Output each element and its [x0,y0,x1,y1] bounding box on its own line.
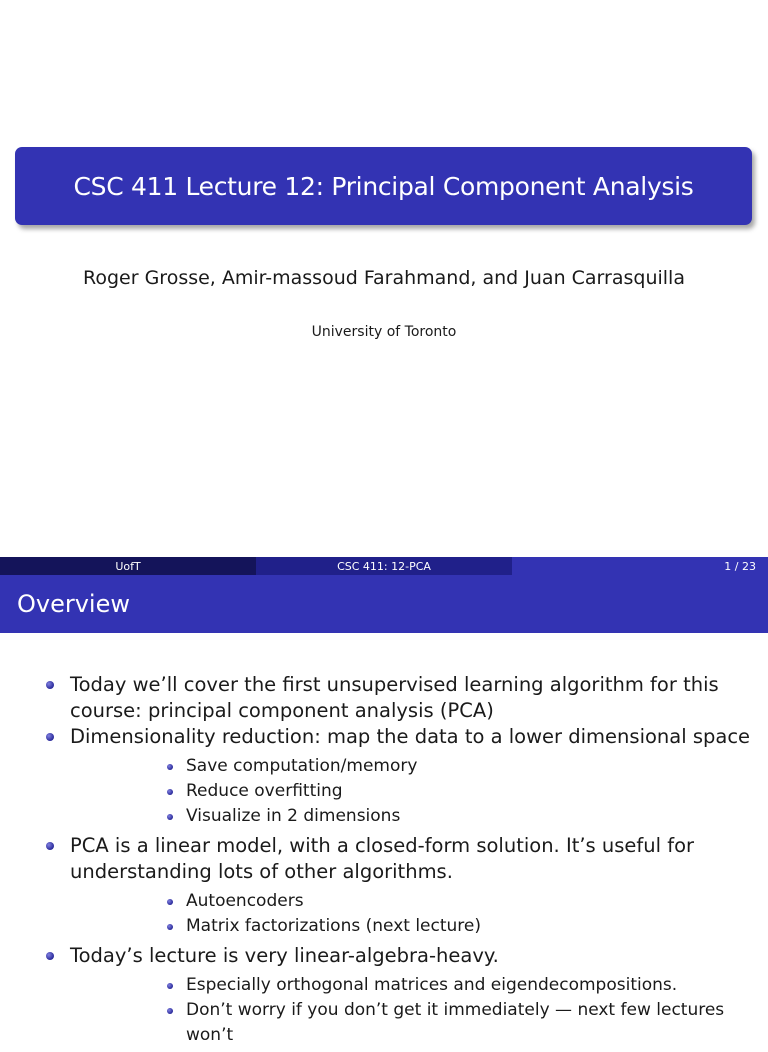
authors: Roger Grosse, Amir-massoud Farahmand, and Juan Carrasquilla [83,267,685,289]
bullet-icon [46,952,54,960]
bullet-item [0,672,768,724]
footer-center: CSC 411: 12-PCA [256,557,512,575]
sub-bullet-list [70,754,768,829]
bullet-icon [46,842,54,850]
sub-bullet-item [70,804,768,829]
sub-bullet-icon [167,814,173,820]
sub-bullet-item [70,889,768,914]
slide-title: CSC 411 Lecture 12: Principal Component Analysis [73,171,694,201]
sub-bullet-item [70,779,768,804]
bullet-icon [46,733,54,741]
bullet-list [0,672,768,1048]
sub-bullet-text: Don’t worry if you don’t get it immediately — next few lectures won’t [186,1000,725,1045]
sub-bullet-item [70,914,768,939]
sub-bullet-item [70,998,768,1048]
bullet-item [0,943,768,1048]
sub-bullet-icon [167,899,173,905]
sub-bullet-text: Autoencoders [186,891,304,911]
sub-bullet-text: Matrix factorizations (next lecture) [186,916,481,936]
footer-left: UofT [0,557,256,575]
sub-bullet-text: Visualize in 2 dimensions [186,806,401,826]
sub-bullet-icon [167,983,173,989]
sub-bullet-text: Reduce overfitting [186,781,343,801]
sub-bullet-text: Especially orthogonal matrices and eigendecompositions. [186,975,678,995]
bullet-icon [46,681,54,689]
bullet-text: Today’s lecture is very linear-algebra-heavy. [70,944,499,967]
sub-bullet-list [70,889,768,939]
sub-bullet-item [70,973,768,998]
bullet-text: PCA is a linear model, with a closed-form solution. It’s useful for understanding lots of other algorithms. [70,834,695,883]
institute: University of Toronto [311,324,457,340]
slide-title-box [15,147,752,225]
sub-bullet-text: Save computation/memory [186,756,418,776]
frame-title-bar [0,575,768,633]
frame-title: Overview [17,590,130,618]
sub-bullet-icon [167,789,173,795]
sub-bullet-icon [167,924,173,930]
bullet-text: Today we’ll cover the first unsupervised learning algorithm for this course: principal component analysis (PCA) [70,673,719,722]
slide-footer [0,557,768,575]
slide-content [0,672,768,1052]
bullet-item [0,724,768,829]
sub-bullet-list [70,973,768,1048]
sub-bullet-icon [167,1008,173,1014]
bullet-text: Dimensionality reduction: map the data to a lower dimensional space [70,725,751,748]
sub-bullet-item [70,754,768,779]
bullet-item [0,833,768,939]
sub-bullet-icon [167,764,173,770]
footer-page-number: 1 / 23 [512,557,768,575]
